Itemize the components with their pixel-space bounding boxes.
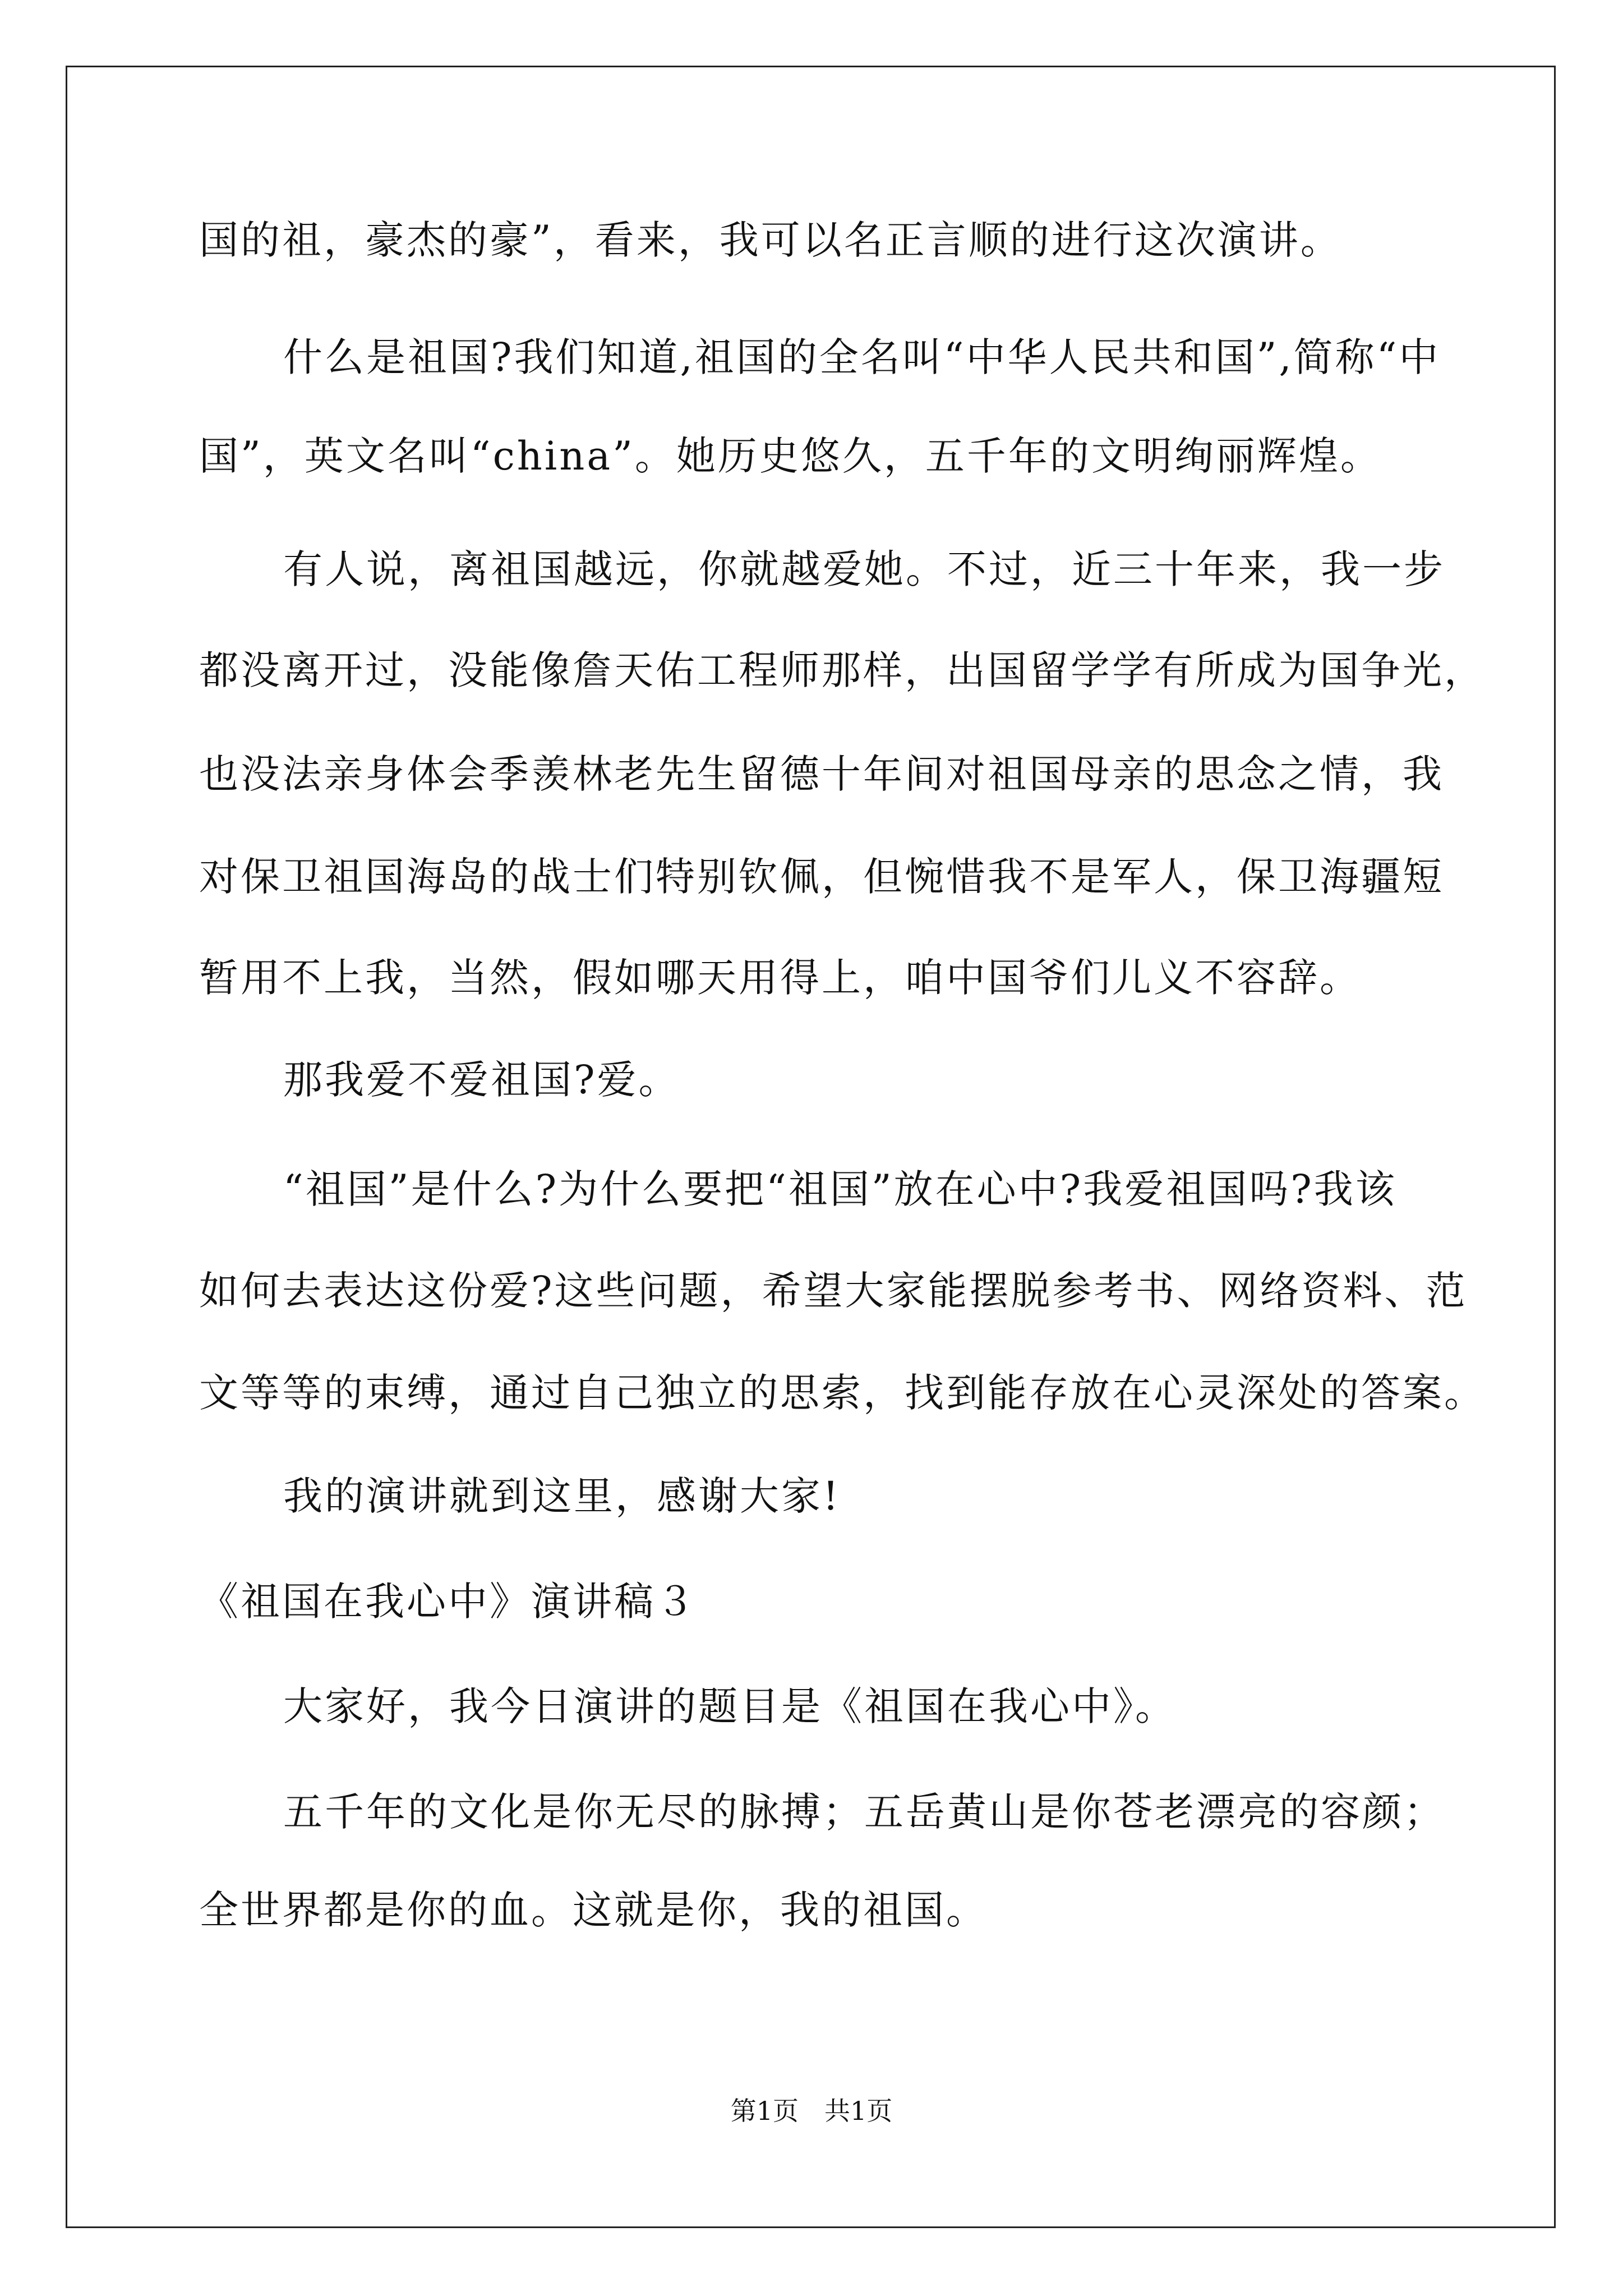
- text-line: 大家好，我今日演讲的题目是《祖国在我心中》。: [283, 1683, 1177, 1729]
- text-line: 如何去表达这份爱?这些问题，希望大家能摆脱参考书、网络资料、范: [199, 1268, 1468, 1314]
- text-line: 对保卫祖国海岛的战士们特别钦佩，但惋惜我不是军人，保卫海疆短: [199, 854, 1444, 900]
- text-line: 五千年的文化是你无尽的脉搏；五岳黄山是你苍老漂亮的容颜；: [283, 1789, 1445, 1835]
- text-line: 国”，英文名叫“china”。她历史悠久，五千年的文明绚丽辉煌。: [199, 433, 1382, 479]
- text-line: 国的祖，豪杰的豪”，看来，我可以名正言顺的进行这次演讲。: [199, 217, 1342, 263]
- text-line: 暂用不上我，当然，假如哪天用得上，咱中国爷们儿义不容辞。: [199, 955, 1361, 1001]
- text-line: 全世界都是你的血。这就是你，我的祖国。: [199, 1887, 988, 1933]
- text-line: 那我爱不爱祖国?爱。: [283, 1057, 680, 1103]
- text-line: 我的演讲就到这里，感谢大家!: [283, 1473, 841, 1519]
- text-line: 文等等的束缚，通过自己独立的思索，找到能存放在心灵深处的答案。: [199, 1370, 1486, 1416]
- section-heading: 《祖国在我心中》演讲稿３: [199, 1579, 697, 1625]
- text-line: 都没离开过，没能像詹天佑工程师那样，出国留学学有所成为国争光，: [199, 647, 1486, 693]
- page-number-footer: 第1页 共1页: [730, 2096, 893, 2126]
- text-line: 有人说，离祖国越远，你就越爱她。不过，近三十年来，我一步: [283, 546, 1445, 592]
- text-line: “祖国”是什么?为什么要把“祖国”放在心中?我爱祖国吗?我该: [283, 1166, 1397, 1212]
- text-line: 也没法亲身体会季羡林老先生留德十年间对祖国母亲的思念之情，我: [199, 751, 1444, 797]
- text-line: 什么是祖国?我们知道,祖国的全名叫“中华人民共和国”,简称“中: [283, 334, 1441, 380]
